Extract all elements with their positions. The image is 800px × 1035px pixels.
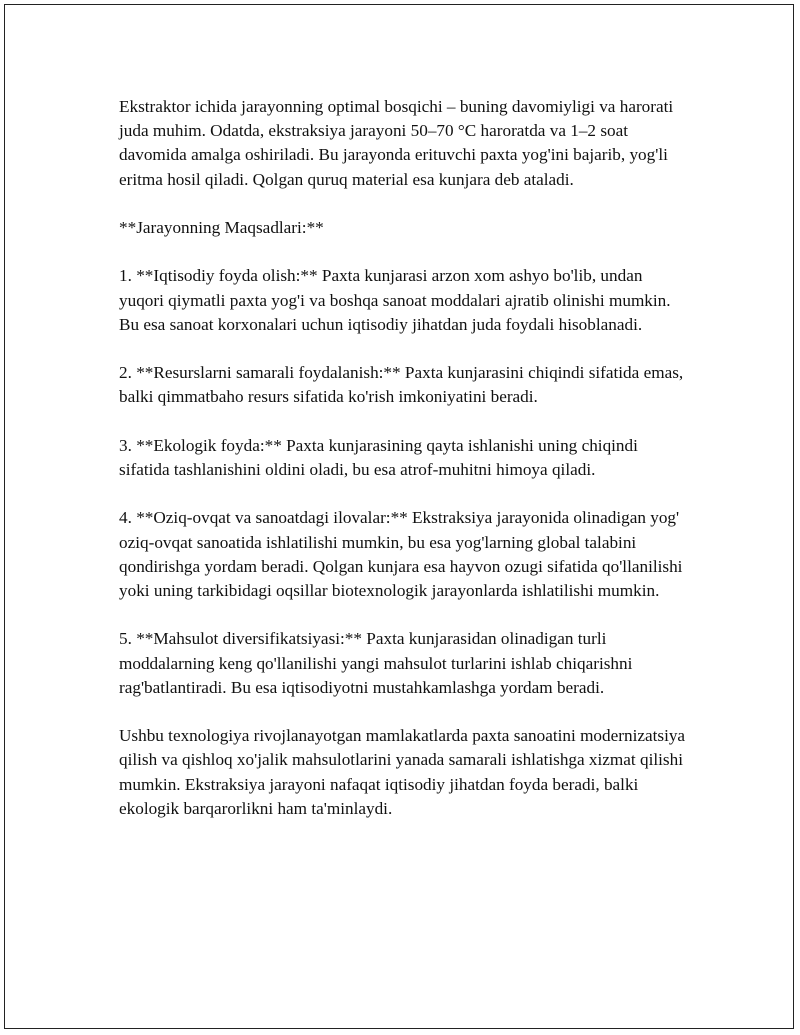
- list-item: 3. **Ekologik foyda:** Paxta kunjarasining qayta ishlanishi uning chiqindi sifatida tashlanishini oldini oladi, bu esa atrof-muhitni himoya qiladi.: [119, 435, 638, 479]
- document-body: [119, 95, 691, 845]
- list-item: 2. **Resurslarni samarali foydalanish:** Paxta kunjarasini chiqindi sifatida emas, balki qimmatbaho resurs sifatida ko'rish imkoniyatini beradi.: [119, 363, 684, 407]
- list-item: 1. **Iqtisodiy foyda olish:** Paxta kunjarasi arzon xom ashyo bo'lib, undan yuqori qiymatli paxta yog'i va boshqa sanoat moddalari ajratib olinishi mumkin. Bu esa sanoat korxonalari uchun iqtisodiy jihatdan juda foydali hisoblanadi.: [119, 266, 671, 334]
- intro-paragraph: Ekstraktor ichida jarayonning optimal bosqichi – buning davomiyligi va harorati juda muhim. Odatda, ekstraksiya jarayoni 50–70 °C haroratda va 1–2 soat davomida amalga oshiriladi. Bu jarayonda erituvchi paxta yog'ini bajarib, yog'li eritma hosil qiladi. Qolgan quruq material esa kunjara deb ataladi.: [119, 97, 674, 189]
- conclusion-paragraph: Ushbu texnologiya rivojlanayotgan mamlakatlarda paxta sanoatini modernizatsiya qilish va qishloq xo'jalik mahsulotlarini yanada samarali ishlatishga xizmat qilishi mumkin. Ekstraksiya jarayoni nafaqat iqtisodiy jihatdan foyda beradi, balki ekologik barqarorlikni ham ta'minlaydi.: [119, 726, 686, 818]
- section-heading: **Jarayonning Maqsadlari:**: [119, 218, 324, 237]
- list-item: 4. **Oziq-ovqat va sanoatdagi ilovalar:** Ekstraksiya jarayonida olinadigan yog' oziq-ovqat sanoatida ishlatilishi mumkin, bu esa yog'larning global talabini qondirishga yordam beradi. Qolgan kunjara esa hayvon ozugi sifatida qo'llanilishi yoki uning tarkibidagi oqsillar biotexnologik jarayonlarda ishlatilishi mumkin.: [119, 508, 683, 600]
- document-page: [4, 4, 794, 1029]
- list-item: 5. **Mahsulot diversifikatsiyasi:** Paxta kunjarasidan olinadigan turli moddalarning keng qo'llanilishi yangi mahsulot turlarini ishlab chiqarishni rag'batlantiradi. Bu esa iqtisodiyotni mustahkamlashga yordam beradi.: [119, 629, 633, 697]
